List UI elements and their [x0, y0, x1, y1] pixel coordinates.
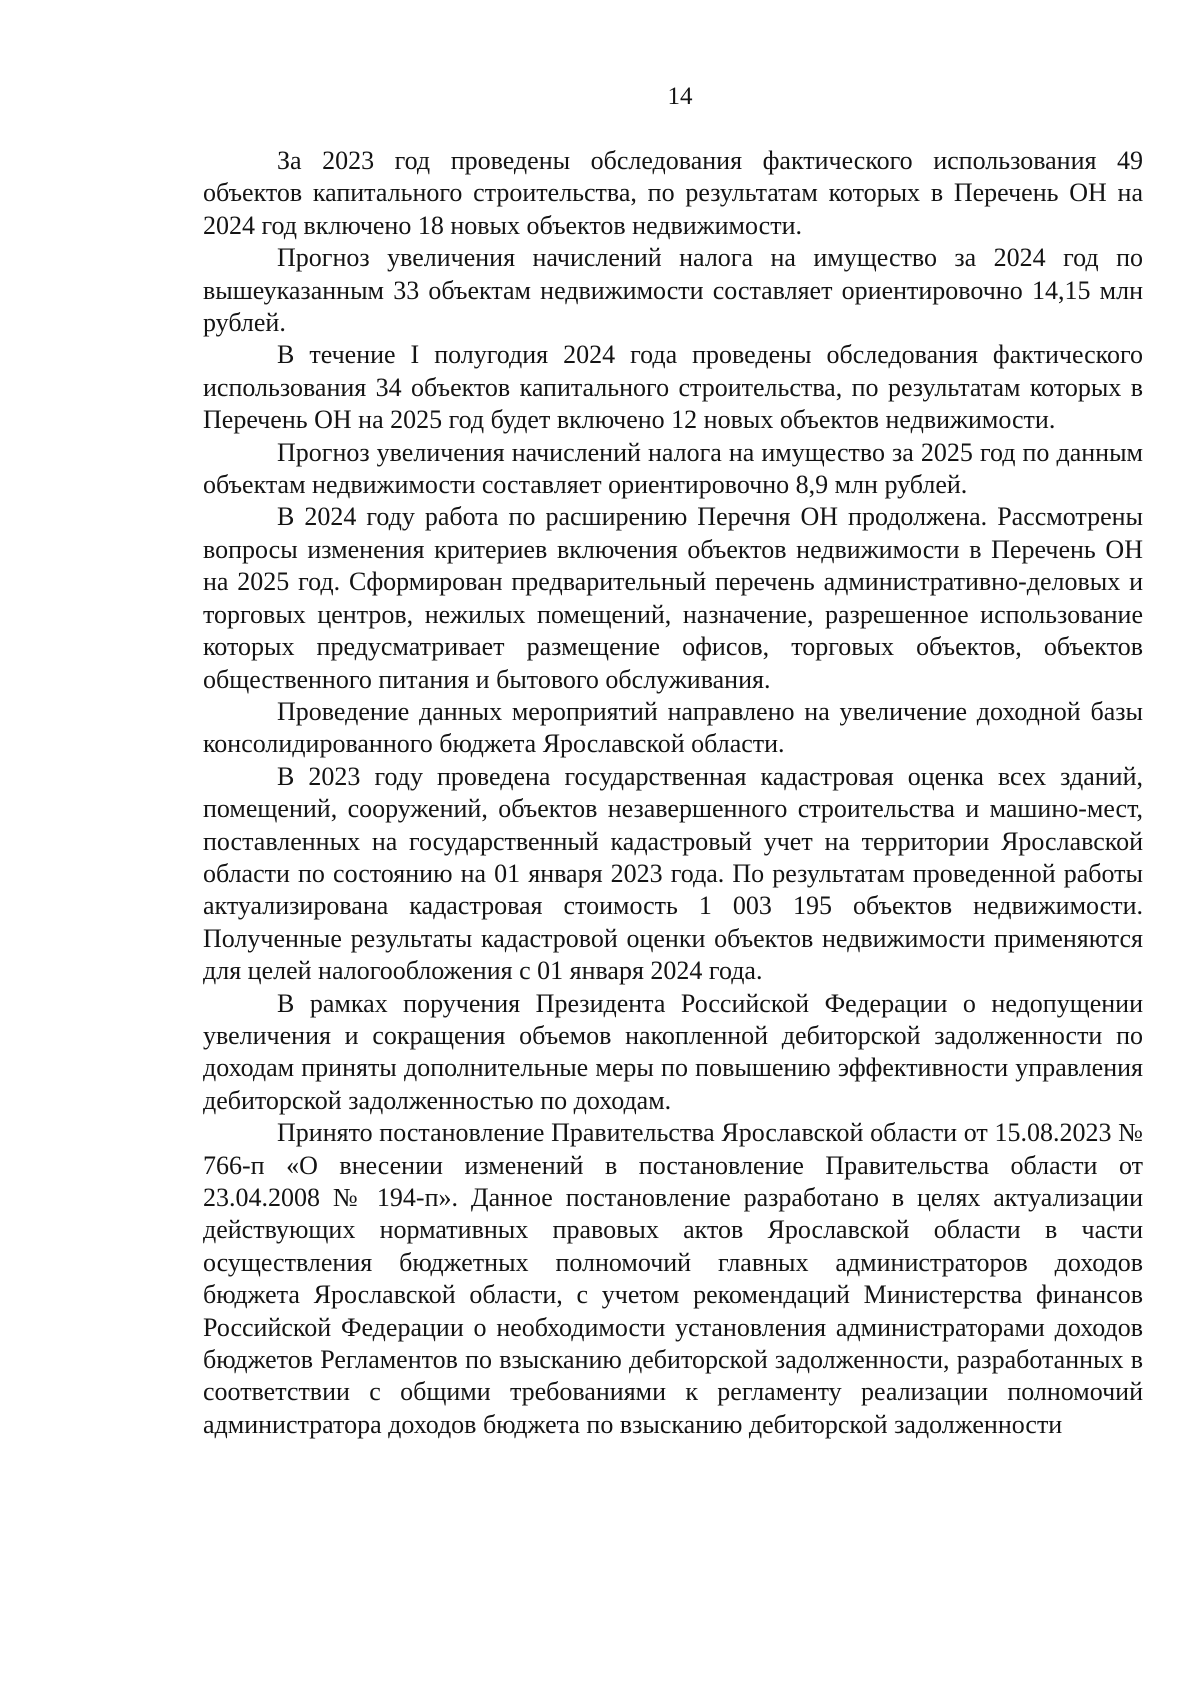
paragraph-list-expansion: В 2024 году работа по расширению Перечня ОН продолжена. Рассмотрены вопросы изменения критериев включения объектов недвижимости в Перечень ОН на 2025 год. Сформирован предварительный перечень административно-деловых и торговых центров, нежилых помещений, назначение, разрешенное использование которых предусматривает размещение офисов, торговых объектов, объектов общественного питания и бытового обслуживания.	[203, 502, 1143, 694]
paragraph-receivables-measures: В рамках поручения Президента Российской Федерации о недопущении увеличения и сокращения объемов накопленной дебиторской задолженности по доходам приняты дополнительные меры по повышению эффективности управления дебиторской задолженностью по доходам.	[203, 988, 1143, 1115]
page-number: 14	[667, 83, 693, 110]
paragraph-cadastral-valuation: В 2023 году проведена государственная кадастровая оценка всех зданий, помещений, сооружений, объектов незавершенного строительства и машино-мест, поставленных на государственный кадастровый учет на территории Ярославской области по состоянию на 01 января 2023 года. По результатам проведенной работы актуализирована кадастровая стоимость 1 003 195 объектов недвижимости. Полученные результаты кадастровой оценки объектов недвижимости применяются для целей налогообложения с 01 января 2024 года.	[203, 761, 1143, 986]
paragraph-forecast-2024: Прогноз увеличения начислений налога на имущество за 2024 год по вышеуказанным 33 объектам недвижимости составляет ориентировочно 14,15 млн рублей.	[203, 243, 1143, 338]
paragraph-inspections-2024: В течение I полугодия 2024 года проведены обследования фактического использования 34 объектов капитального строительства, по результатам которых в Перечень ОН на 2025 год будет включено 12 новых объектов недвижимости.	[203, 340, 1143, 435]
paragraph-resolution: Принято постановление Правительства Ярославской области от 15.08.2023 № 766-п «О внесении изменений в постановление Правительства области от 23.04.2008 № 194-п». Данное постановление разработано в целях актуализации действующих нормативных правовых актов Ярославской области в части осуществления бюджетных полномочий главных администраторов доходов бюджета Ярославской области, с учетом рекомендаций Министерства финансов Российской Федерации о необходимости установления администраторами доходов бюджетов Регламентов по взысканию дебиторской задолженности, разработанных в соответствии с общими требованиями к регламенту реализации полномочий администратора доходов бюджета по взысканию дебиторской задолженности	[203, 1118, 1143, 1439]
body-text	[203, 145, 1143, 1441]
paragraph-inspections-2023: За 2023 год проведены обследования фактического использования 49 объектов капитального строительства, по результатам которых в Перечень ОН на 2024 год включено 18 новых объектов недвижимости.	[203, 146, 1143, 240]
paragraph-forecast-2025: Прогноз увеличения начислений налога на имущество за 2025 год по данным объектам недвижимости составляет ориентировочно 8,9 млн рублей.	[203, 437, 1143, 500]
paragraph-budget-base: Проведение данных мероприятий направлено на увеличение доходной базы консолидированного бюджета Ярославской области.	[203, 696, 1143, 759]
